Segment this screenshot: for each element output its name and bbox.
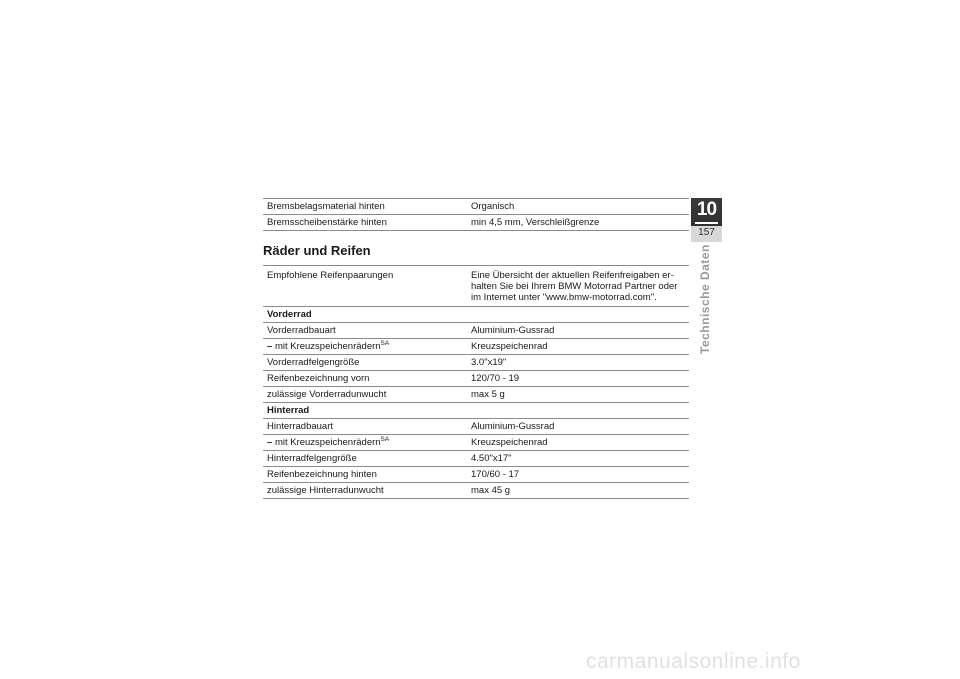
spec-label: Bremsscheibenstärke hinten — [267, 217, 387, 228]
spec-row — [263, 451, 689, 467]
spec-row — [263, 419, 689, 435]
option-marker: SA — [380, 436, 390, 443]
spec-label: Vorderradbauart — [267, 325, 336, 336]
spec-row — [263, 483, 689, 499]
spec-row — [263, 435, 689, 451]
dash-marker: – — [267, 437, 273, 448]
spec-label: Vorderradfelgengröße — [267, 357, 360, 368]
spec-label: zulässige Vorderradunwucht — [267, 389, 387, 400]
spec-label: Hinterradbauart — [267, 421, 334, 432]
spec-label: Empfohlene Reifenpaarungen — [267, 270, 394, 281]
spec-row — [263, 323, 689, 339]
spec-label-text: mit Kreuzspeichenrädern — [274, 437, 381, 448]
spec-row — [263, 467, 689, 483]
spec-value: Organisch — [471, 201, 515, 212]
spec-label: Reifenbezeichnung vorn — [267, 373, 370, 384]
spec-value: Aluminium-Gussrad — [471, 421, 555, 432]
spec-value-line: halten Sie bei Ihrem BMW Motorrad Partner oder — [471, 281, 678, 292]
chapter-divider — [695, 222, 718, 224]
chapter-number: 10 — [696, 199, 717, 220]
spec-value-line: im Internet unter "www.bmw-motorrad.com". — [471, 292, 657, 303]
spec-row — [263, 387, 689, 403]
spec-value: 4.50"x17" — [471, 453, 512, 464]
spec-value: 3.0"x19" — [471, 357, 507, 368]
spec-row — [263, 215, 689, 231]
spec-value-line: Eine Übersicht der aktuellen Reifenfreigaben er- — [471, 270, 674, 281]
option-marker: SA — [380, 340, 390, 347]
spec-row — [263, 265, 689, 307]
spec-value: max 45 g — [471, 485, 511, 496]
spec-value: Kreuzspeichenrad — [471, 341, 548, 352]
spec-row — [263, 198, 689, 215]
spec-row — [263, 355, 689, 371]
watermark: carmanualsonline.info — [586, 650, 801, 673]
spec-value: Aluminium-Gussrad — [471, 325, 555, 336]
chapter-title: Technische Daten — [698, 244, 712, 354]
front-wheel-heading: Vorderrad — [263, 307, 689, 323]
page-number: 157 — [691, 226, 722, 242]
spec-content — [263, 198, 689, 499]
dash-marker: – — [267, 341, 273, 352]
spec-label — [267, 437, 471, 448]
spec-value: min 4,5 mm, Verschleißgrenze — [471, 217, 600, 228]
spec-value — [471, 270, 689, 303]
spec-label: Reifenbezeichnung hinten — [267, 469, 377, 480]
section-title: Räder und Reifen — [263, 243, 371, 258]
rear-wheel-heading: Hinterrad — [263, 403, 689, 419]
spec-label-text: mit Kreuzspeichenrädern — [274, 341, 381, 352]
spec-value: max 5 g — [471, 389, 505, 400]
spec-label: zulässige Hinterradunwucht — [267, 485, 384, 496]
spec-label: Hinterradfelgengröße — [267, 453, 357, 464]
spec-value: Kreuzspeichenrad — [471, 437, 548, 448]
spec-label — [267, 341, 471, 352]
spec-row — [263, 339, 689, 355]
spec-label: Bremsbelagsmaterial hinten — [267, 201, 385, 212]
spec-value: 170/60 - 17 — [471, 469, 520, 480]
spec-row — [263, 371, 689, 387]
spec-value: 120/70 - 19 — [471, 373, 520, 384]
